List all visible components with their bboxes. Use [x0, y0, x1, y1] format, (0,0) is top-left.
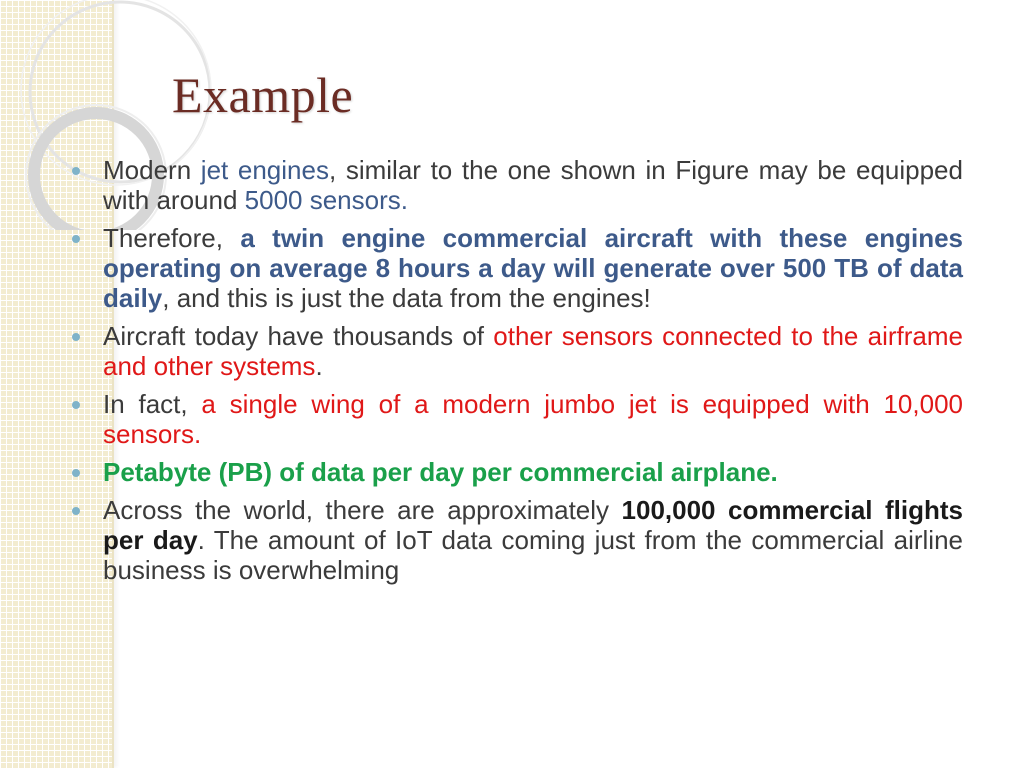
bullet-dot-icon [72, 469, 80, 477]
bullet-dot-icon [72, 333, 80, 341]
bullet-text: , similar to the one shown in Figure may be equipped with around [103, 155, 963, 215]
bullet-text: Modern [103, 155, 201, 185]
bullet-text: . The amount of IoT data coming just from the commercial airline business is overwhelming [103, 525, 963, 585]
bullet-jet-engines [72, 155, 963, 215]
bullet-text: , and this is just the data from the engines! [162, 283, 651, 313]
highlight-jet-engines: jet engines [200, 155, 329, 185]
bullet-text: . [315, 351, 323, 381]
bullet-list [72, 155, 963, 593]
bullet-text: Aircraft today have thousands of [103, 321, 494, 351]
bullet-text: In fact, [103, 389, 202, 419]
bullet-dot-icon [72, 235, 80, 243]
highlight-flights-per-day: 100,000 commercial flights per day [103, 495, 963, 555]
highlight-sensor-count: 5000 sensors. [244, 185, 408, 215]
highlight-other-sensors: other sensors connected to the airframe and other systems [103, 321, 963, 381]
bullet-text: Across the world, there are approximately [103, 495, 622, 525]
bullet-airframe-sensors [72, 321, 963, 381]
highlight-petabyte: Petabyte (PB) of data per day per commercial airplane. [103, 457, 778, 487]
highlight-wing-sensors: a single wing of a modern jumbo jet is equipped with 10,000 sensors. [103, 389, 963, 449]
bullet-flights-per-day [72, 495, 963, 585]
bullet-dot-icon [72, 507, 80, 515]
highlight-data-daily: a twin engine commercial aircraft with these engines operating on average 8 hours a day will generate over 500 TB of data daily [103, 223, 964, 313]
slide-title: Example [172, 67, 354, 123]
bullet-dot-icon [72, 167, 80, 175]
bullet-dot-icon [72, 401, 80, 409]
bullet-text: Therefore, [103, 223, 241, 253]
bullet-twin-engine [72, 223, 963, 313]
bullet-petabyte [72, 457, 963, 487]
bullet-wing-sensors [72, 389, 963, 449]
